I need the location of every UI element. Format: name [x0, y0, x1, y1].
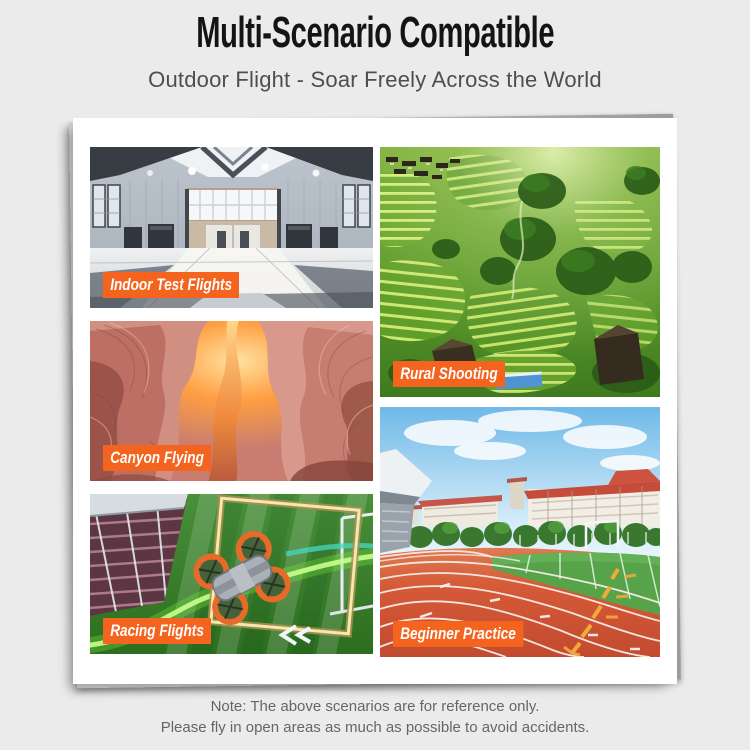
photo-collage-card: [73, 118, 677, 684]
disclaimer-note: [0, 696, 750, 738]
note-line-1: Note: The above scenarios are for reference only.: [210, 698, 540, 715]
card-front: [73, 118, 677, 684]
page-title-text: Multi-Scenario Compatible: [195, 8, 555, 57]
scene-label-text: Indoor Test Flights: [110, 275, 233, 294]
page-subtitle: Outdoor Flight - Soar Freely Across the World: [148, 67, 602, 92]
scene-label-text: Canyon Flying: [110, 448, 204, 467]
scene-tile-canyon-flying: [90, 321, 373, 481]
page-title: [0, 6, 750, 59]
note-line-2: Please fly in open areas as much as possible to avoid accidents.: [160, 719, 590, 736]
header: [0, 0, 750, 95]
scene-label-text: Racing Flights: [110, 621, 204, 640]
scene-tile-rural-shooting: [380, 147, 660, 397]
scene-label-text: Rural Shooting: [400, 364, 498, 383]
scene-label-text: Beginner Practice: [400, 624, 516, 643]
school-track-illustration: [380, 407, 660, 657]
scene-tile-indoor-test-flights: [90, 147, 373, 308]
scene-label-canyon-flying: [103, 445, 211, 471]
scene-label-indoor-test-flights: [103, 272, 239, 298]
scene-label-beginner-practice: [393, 621, 523, 647]
rural-terraces-illustration: [380, 147, 660, 397]
scene-tile-racing-flights: [90, 494, 373, 654]
scene-label-rural-shooting: [393, 361, 505, 387]
scene-tile-beginner-practice: [380, 407, 660, 657]
scene-label-racing-flights: [103, 618, 211, 644]
